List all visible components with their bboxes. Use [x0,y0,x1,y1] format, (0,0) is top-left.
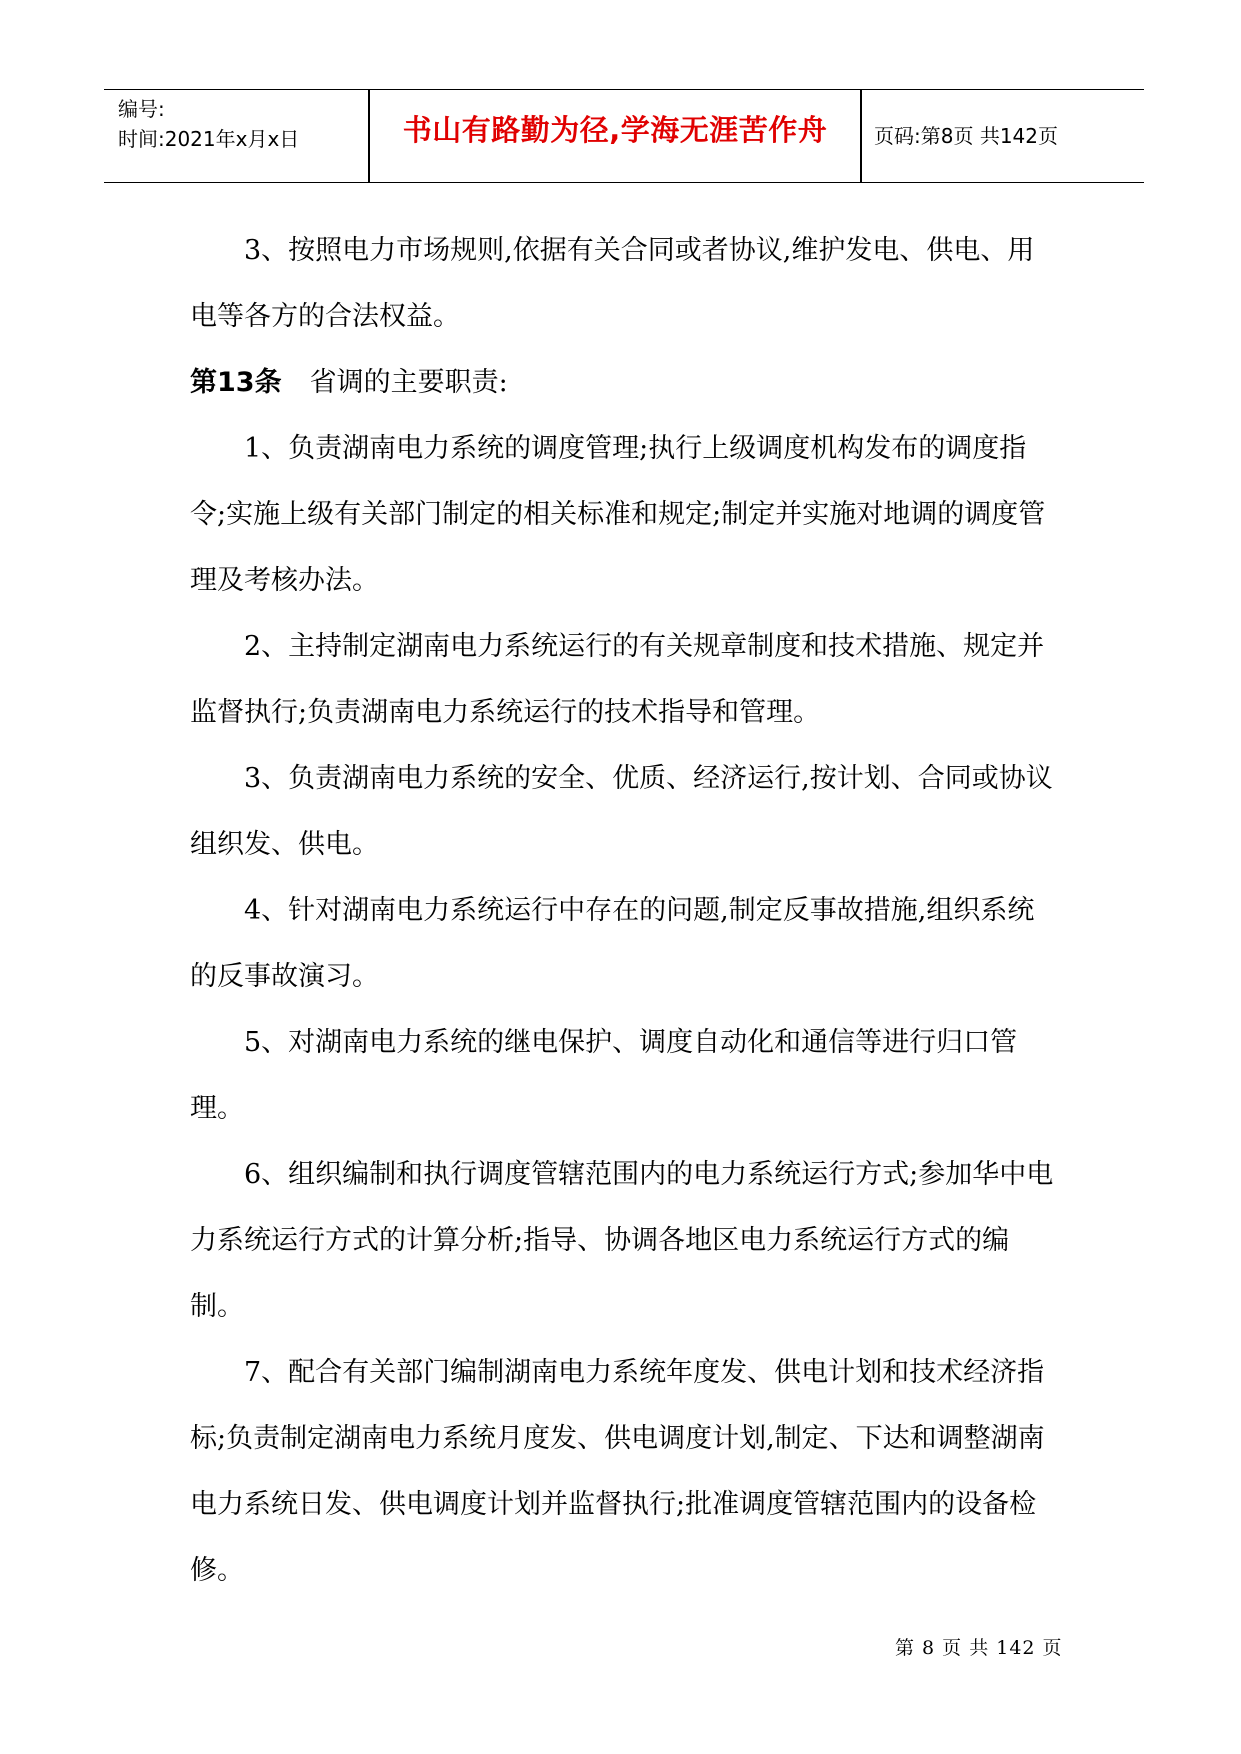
paragraph: 3、按照电力市场规则,依据有关合同或者协议,维护发电、供电、用电等各方的合法权益。 [190,235,1035,332]
header-page-info: 页码:第8页 共142页 [874,124,1058,148]
document-body [190,218,1060,1604]
page-header [104,89,1144,183]
list-item: 3、负责湖南电力系统的安全、优质、经济运行,按计划、合同或协议组织发、供电。 [190,763,1053,860]
header-motto: 书山有路勤为径,学海无涯苦作舟 [402,113,828,147]
list-item: 4、针对湖南电力系统运行中存在的问题,制定反事故措施,组织系统的反事故演习。 [190,895,1035,992]
article-number: 第13条 [190,367,282,398]
list-item: 7、配合有关部门编制湖南电力系统年度发、供电计划和技术经济指标;负责制定湖南电力系统月度发、供电调度计划,制定、下达和调整湖南电力系统日发、供电调度计划并监督执行;批准调度管辖范围内的设备检修。 [190,1357,1045,1586]
list-item: 1、负责湖南电力系统的调度管理;执行上级调度机构发布的调度指令;实施上级有关部门制定的相关标准和规定;制定并实施对地调的调度管理及考核办法。 [190,433,1046,596]
list-item: 6、组织编制和执行调度管辖范围内的电力系统运行方式;参加华中电力系统运行方式的计算分析;指导、协调各地区电力系统运行方式的编制。 [190,1159,1054,1322]
article-title: 省调的主要职责: [309,367,508,398]
list-item: 2、主持制定湖南电力系统运行的有关规章制度和技术措施、规定并监督执行;负责湖南电力系统运行的技术指导和管理。 [190,631,1045,728]
header-divider-right [860,90,862,182]
article-heading [190,350,1060,416]
list-item: 5、对湖南电力系统的继电保护、调度自动化和通信等进行归口管理。 [190,1027,1018,1124]
page-footer: 第 8 页 共 142 页 [895,1637,1063,1659]
header-meta [118,94,299,154]
document-number-label: 编号: [118,97,165,121]
document-time-label: 时间:2021年x月x日 [118,127,300,151]
